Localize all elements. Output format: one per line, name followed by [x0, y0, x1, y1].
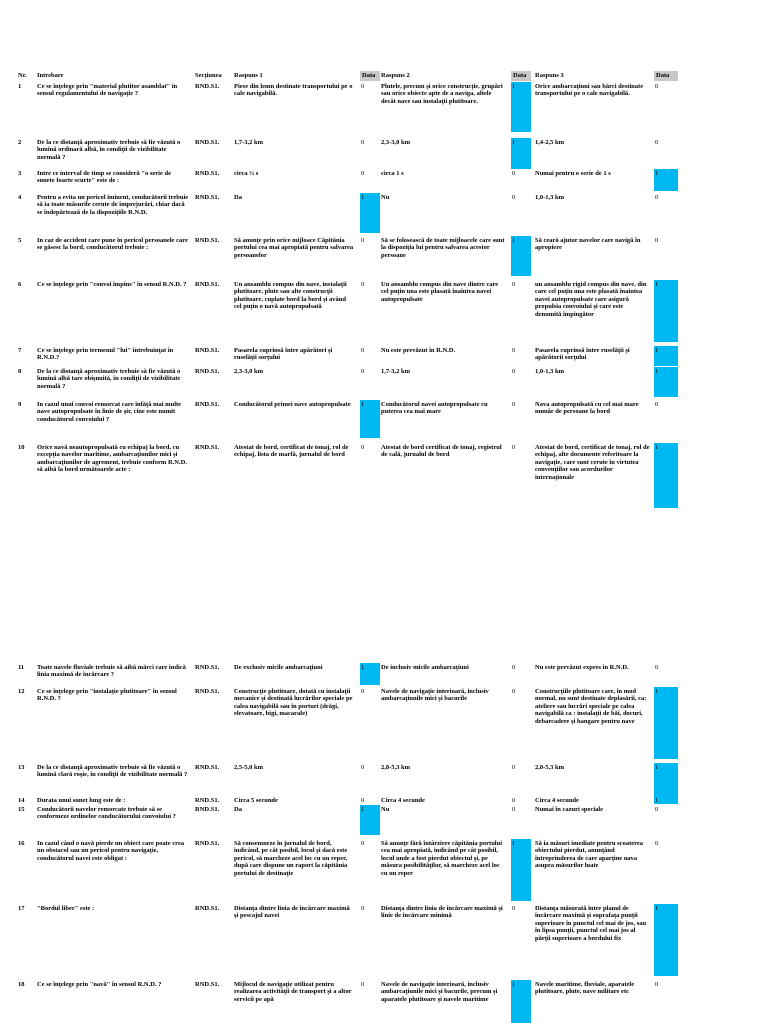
cell-nr: 11 [18, 664, 25, 671]
data-value: 1 [512, 237, 516, 244]
cell-q: Ce se înţelege prin "convoi împins" în sensul R.N.D. ? [37, 281, 187, 288]
header-data-1: Data [360, 71, 380, 81]
cell-q: Orice navă neautopropulsată cu echipaj la bord, cu excepţia navelor maritime, ambarcaţiunilor mici şi ambarcaţiunilor de agrement, trebuie conform R.N.D. să aibă la bord următoarele acte : [37, 444, 187, 474]
cell-r2: Nu este prevăzut în R.N.D. [381, 347, 456, 354]
cell-r2: Un ansamblu compus din nave dintre care cel puţin una este plasată înaintea navei autopropulsate [381, 281, 499, 303]
data-value: 0 [655, 840, 659, 847]
data-value: 0 [512, 194, 516, 201]
data-value: 0 [361, 83, 365, 90]
data-value: 0 [512, 281, 516, 288]
cell-q: In cazul unui convoi remorcat care înfăţă mai multe nave autopropulsate în linie de şir, cine este numit conducătorul convoiului ? [37, 401, 182, 423]
cell-r2: Să anunţe fără întârziere căpitănia portului cea mai apropiată, indicând pe cât posibil, locul unde a fost pierdut obiectul şi, pe măsura posibilităţilor, să marcheze acel loc cu un reper [381, 840, 503, 877]
cell-sec: RND.S1. [195, 281, 220, 288]
cell-nr: 8 [18, 368, 22, 375]
header-data-3: Data [654, 71, 678, 81]
cell-r1: circa ½ s [234, 170, 259, 177]
cell-nr: 10 [18, 444, 25, 451]
cell-sec: RND.S1. [195, 905, 220, 912]
cell-r1: Să consemneze în jurnalul de bord, indicând, pe cât posibil, locul şi dacă este pericol, să marcheze acel loc cu un reper, după care dispune un raport la căpitănia portului de destinaţie [234, 840, 348, 877]
correct-answer-highlight [654, 687, 678, 759]
data-value: 0 [512, 806, 516, 813]
cell-r1: Conducătorul primei nave autopropulsate [234, 401, 351, 408]
cell-r1: De exclusiv micile ambarcaţiuni [234, 664, 323, 671]
cell-q: Ce se înţelege prin termenul "lui" întrebuinţat în R.N.D.? [37, 347, 174, 362]
cell-q: De la ce distanţă aproximativ trebuie să fie văzută o lumină ordinară albă, în condiţii de vizibilitate normală ? [37, 139, 181, 161]
cell-q: In cazul când o navă pierde un obiect care poate crea un obstacol sau un pericol pentru navigaţie, conducătorul navei este obligat : [37, 840, 185, 862]
header-question: Intrebare [37, 72, 64, 79]
cell-r2: Plutele, precum şi orice construcţie, grupări sau orice obiecte apte de a naviga, altele decât nave sau instalaţii plutitoare. [381, 83, 503, 105]
cell-r1: Da [234, 806, 242, 813]
data-value: 1 [512, 840, 516, 847]
cell-r3: Navele maritime, fluviale, aparatele plutitoare, plute, nave militare etc [535, 981, 635, 996]
cell-q: De la ce distanţă aproximativ trebuie să fie văzută o lumină albă tare obişnuită, în condiţii de vizibilitate normală ? [37, 368, 181, 390]
cell-r1: Circa 5 secunde [234, 797, 278, 804]
header-nr: Nr. [18, 72, 27, 79]
header-answer-1: Raspuns 1 [234, 72, 263, 79]
cell-r3: Să ceară ajutor navelor care navigă în apropiere [535, 237, 641, 252]
cell-nr: 7 [18, 347, 22, 354]
header-answer-2: Raspuns 2 [381, 72, 410, 79]
data-value: 0 [512, 347, 516, 354]
data-value: 0 [655, 401, 659, 408]
data-value: 0 [512, 905, 516, 912]
cell-r2: Circa 4 secunde [381, 797, 425, 804]
cell-r2: 2,8-5,3 km [381, 764, 411, 771]
cell-r1: 1,7-3,2 km [234, 139, 264, 146]
data-value: 0 [655, 806, 659, 813]
cell-r1: Construcţie plutitoare, dotată cu instalaţii mecanice şi destinată lucrărilor speciale pe calea navigabilă sau în porturi (drăgi, elevatoare, bigi, macarale) [234, 688, 353, 718]
cell-sec: RND.S1. [195, 797, 220, 804]
cell-r3: 2,8-5,3 km [535, 764, 565, 771]
cell-r2: Conducătorul navei autopropulsate cu puterea cea mai mare [381, 401, 488, 416]
data-value: 0 [361, 797, 365, 804]
cell-q: De la ce distanţă aproximativ trebuie să fie văzută o lumină clară roşie, în condiţii de vizibilitate normală ? [37, 764, 188, 779]
cell-r1: Pasarela cuprinsă între apărători şi ruselăţii sorţului [234, 347, 333, 362]
cell-sec: RND.S1. [195, 170, 220, 177]
cell-nr: 9 [18, 401, 22, 408]
data-value: 0 [361, 981, 365, 988]
cell-r3: Nava autopropulsată cu cel mai mare număr de persoane la bord [535, 401, 639, 416]
cell-r2: Navele de navigaţie interioară, inclusiv ambarcaţiunile mici şi bacurile [381, 688, 489, 703]
cell-nr: 3 [18, 170, 22, 177]
cell-r2: Atestat de bord certificat de tonaj, registrul de cală, jurnalul de bord [381, 444, 502, 459]
data-value: 1 [655, 797, 659, 804]
header-data-2: Data [511, 71, 531, 81]
cell-nr: 4 [18, 194, 22, 201]
cell-nr: 17 [18, 905, 25, 912]
cell-sec: RND.S1. [195, 237, 220, 244]
cell-nr: 16 [18, 840, 25, 847]
data-value: 0 [361, 368, 365, 375]
cell-sec: RND.S1. [195, 401, 220, 408]
cell-r2: 2,3-3,0 km [381, 139, 411, 146]
data-value: 0 [655, 237, 659, 244]
data-value: 0 [512, 368, 516, 375]
correct-answer-highlight [654, 904, 678, 976]
data-value: 0 [361, 281, 365, 288]
cell-q: In caz de accident care pune în pericol persoanele care se găsesc la bord, conducătorul trebuie : [37, 237, 188, 252]
cell-sec: RND.S1. [195, 368, 220, 375]
cell-r2: Distanţa dintre linia de încărcare maximă şi linie de încărcare minimă [381, 905, 503, 920]
cell-nr: 13 [18, 764, 25, 771]
correct-answer-highlight [654, 280, 678, 342]
cell-sec: RND.S1. [195, 139, 220, 146]
cell-nr: 12 [18, 688, 25, 695]
cell-r2: Navele de navigaţie interioară, inclusiv ambarcaţiunile mici şi bacurile, precum şi aparatele plutitoare şi navele maritime [381, 981, 498, 1003]
cell-r1: Atestat de bord, certificat de tonaj, rol de echipaj, lista de marfă, jurnalul de bord [234, 444, 349, 459]
data-value: 1 [655, 347, 659, 354]
cell-nr: 18 [18, 981, 25, 988]
data-value: 0 [655, 139, 659, 146]
cell-sec: RND.S1. [195, 688, 220, 695]
cell-q: Conducătorii navelor remorcate trebuie să se conformeze ordinelor conducătorului convoiului ? [37, 806, 176, 821]
data-value: 0 [361, 347, 365, 354]
cell-nr: 14 [18, 797, 25, 804]
cell-sec: RND.S1. [195, 444, 220, 451]
header-section: Secţiunea [195, 72, 222, 79]
cell-q: Intre ce interval de timp se consideră "o serie de sunete foarte scurte" este de : [37, 170, 172, 185]
cell-nr: 5 [18, 237, 22, 244]
cell-r1: Mijlocul de navigaţie utilizat pentru realizarea activităţii de transport şi a altor servicii pe apă [234, 981, 352, 1003]
cell-sec: RND.S1. [195, 664, 220, 671]
header-answer-3: Raspuns 3 [535, 72, 564, 79]
cell-r3: Numai în cazuri speciale [535, 806, 604, 813]
cell-q: Ce se înţelege prin "navă" în sensul R.N.D. ? [37, 981, 162, 988]
cell-r3: Orice ambarcaţiuni sau bărci destinate transportului pe o cale navigabilă. [535, 83, 644, 98]
data-value: 0 [512, 170, 516, 177]
cell-r1: 2,5-5,0 km [234, 764, 264, 771]
cell-q: Ce se înţelege prin "material plutitor asamblat" în sensul regulamentului de navigaţie ? [37, 83, 178, 98]
data-value: 1 [361, 401, 365, 408]
cell-sec: RND.S1. [195, 764, 220, 771]
data-value: 1 [655, 368, 659, 375]
data-value: 0 [655, 664, 659, 671]
data-value: 0 [655, 83, 659, 90]
data-value: 1 [655, 281, 659, 288]
cell-r1: Să anunţe prin orice mijloace Căpitănia portului cea mai apropiată pentru salvarea persoanelor [234, 237, 354, 259]
cell-nr: 15 [18, 806, 25, 813]
cell-r3: 1,4-2,5 km [535, 139, 565, 146]
cell-r2: Nu [381, 806, 390, 813]
cell-sec: RND.S1. [195, 806, 220, 813]
cell-r3: 1,0-1,3 km [535, 368, 565, 375]
data-value: 0 [512, 797, 516, 804]
cell-r2: De inclusiv micile ambarcaţiuni [381, 664, 469, 671]
cell-r1: Da [234, 194, 242, 201]
cell-r1: Un ansamblu compus din nave, instalaţii plutitoare, plute sau alte construcţii plutitoare, cuplate bord la bord şi având cel puţin o navă autopropulsată [234, 281, 347, 311]
data-value: 1 [512, 83, 516, 90]
cell-r3: Construcţiile plutitoare care, în mod normal, nu sunt destinate deplasării, ca: ateliere sau lucrări speciale pe calea navigabilă ca : instalaţii de băi, docuri, debarcadere şi hangare pentru nave [535, 688, 647, 725]
cell-q: Durata unui sunet lung este de : [37, 797, 126, 804]
data-value: 0 [361, 237, 365, 244]
cell-r3: Nu este prevăzut expres în R.N.D. [535, 664, 629, 671]
data-value: 0 [361, 905, 365, 912]
cell-q: Toate navele fluviale trebuie să aibă mărci care indică linia maximă de încărcare ? [37, 664, 186, 679]
cell-r3: Pasarela cuprinsă între ruselăţii şi apărătorii sorţului [535, 347, 630, 362]
data-value: 0 [361, 764, 365, 771]
data-value: 0 [512, 764, 516, 771]
cell-sec: RND.S1. [195, 981, 220, 988]
correct-answer-highlight [511, 839, 531, 901]
cell-r2: Să se folosească de toate mijloacele care sunt la dispoziţia lui pentru salvarea acestor persoane [381, 237, 505, 259]
data-value: 0 [512, 401, 516, 408]
cell-r1: Distanţa dintre linia de încărcare maximă şi pescajul navei [234, 905, 350, 920]
cell-nr: 1 [18, 83, 22, 90]
data-value: 0 [655, 981, 659, 988]
cell-r3: 1,0-1,3 km [535, 194, 565, 201]
cell-q: Ce se înţelege prin "instalaţie plutitoare" în sensul R.N.D. ? [37, 688, 177, 703]
cell-q: Pentru a evita un pericol iminent, conducătorii trebuie să ia toate măsurile cerute de împrejurări, chiar dacă se îndepărtează de la dispoziţiile R.N.D. [37, 194, 189, 216]
cell-r1: Piese din lemn destinate transportului pe o cale navigabilă. [234, 83, 353, 98]
cell-sec: RND.S1. [195, 347, 220, 354]
cell-nr: 2 [18, 139, 22, 146]
data-value: 1 [655, 444, 659, 451]
cell-r3: Să ia măsuri imediate pentru scoaterea obiectului pierdut, anunţând întreprinderea de care aparţine nava asupra măsurilor luate [535, 840, 644, 870]
data-value: 1 [361, 806, 365, 813]
cell-sec: RND.S1. [195, 83, 220, 90]
data-value: 1 [655, 170, 659, 177]
data-value: 0 [361, 170, 365, 177]
data-value: 1 [655, 688, 659, 695]
cell-r3: un ansamblu rigid compus din nave, din care cel puţin una este plasată înaintea navei autopropulsate care asigură propulsia convoiului şi care este denumită împingător [535, 281, 647, 318]
data-value: 1 [361, 664, 365, 671]
data-value: 1 [655, 764, 659, 771]
data-value: 1 [512, 139, 516, 146]
data-value: 0 [512, 664, 516, 671]
cell-r3: Distanţa măsurată între planul de încărcare maximă şi suprafaţa punţii superioare în punctul cel mai de jos, sau în lipsa punţii, punctul cel mai jos al părţii superioare a bordului fix [535, 905, 647, 942]
data-value: 0 [361, 840, 365, 847]
data-value: 1 [512, 981, 516, 988]
cell-r2: Nu [381, 194, 390, 201]
data-value: 1 [655, 905, 659, 912]
cell-r1: 2,3-3,0 km [234, 368, 264, 375]
cell-r3: Numai pentru o serie de 1 s [535, 170, 611, 177]
cell-r3: Circa 4 secunde [535, 797, 579, 804]
data-value: 1 [361, 194, 365, 201]
data-value: 0 [512, 444, 516, 451]
data-value: 0 [512, 688, 516, 695]
cell-r3: Atestat de bord, certificat de tonaj, rol de echipaj, alte documente referitoare la navigaţie, care sunt cerute în virtutea convenţiilor sau acordurilor internaţionale [535, 444, 650, 481]
correct-answer-highlight [654, 443, 678, 508]
data-value: 0 [655, 194, 659, 201]
cell-q: "Bordul liber" este : [37, 905, 95, 912]
cell-nr: 6 [18, 281, 22, 288]
data-value: 0 [361, 444, 365, 451]
cell-r2: circa 1 s [381, 170, 404, 177]
data-value: 0 [361, 688, 365, 695]
cell-r2: 1,7-3,2 km [381, 368, 411, 375]
data-value: 0 [361, 139, 365, 146]
cell-sec: RND.S1. [195, 840, 220, 847]
cell-sec: RND.S1. [195, 194, 220, 201]
